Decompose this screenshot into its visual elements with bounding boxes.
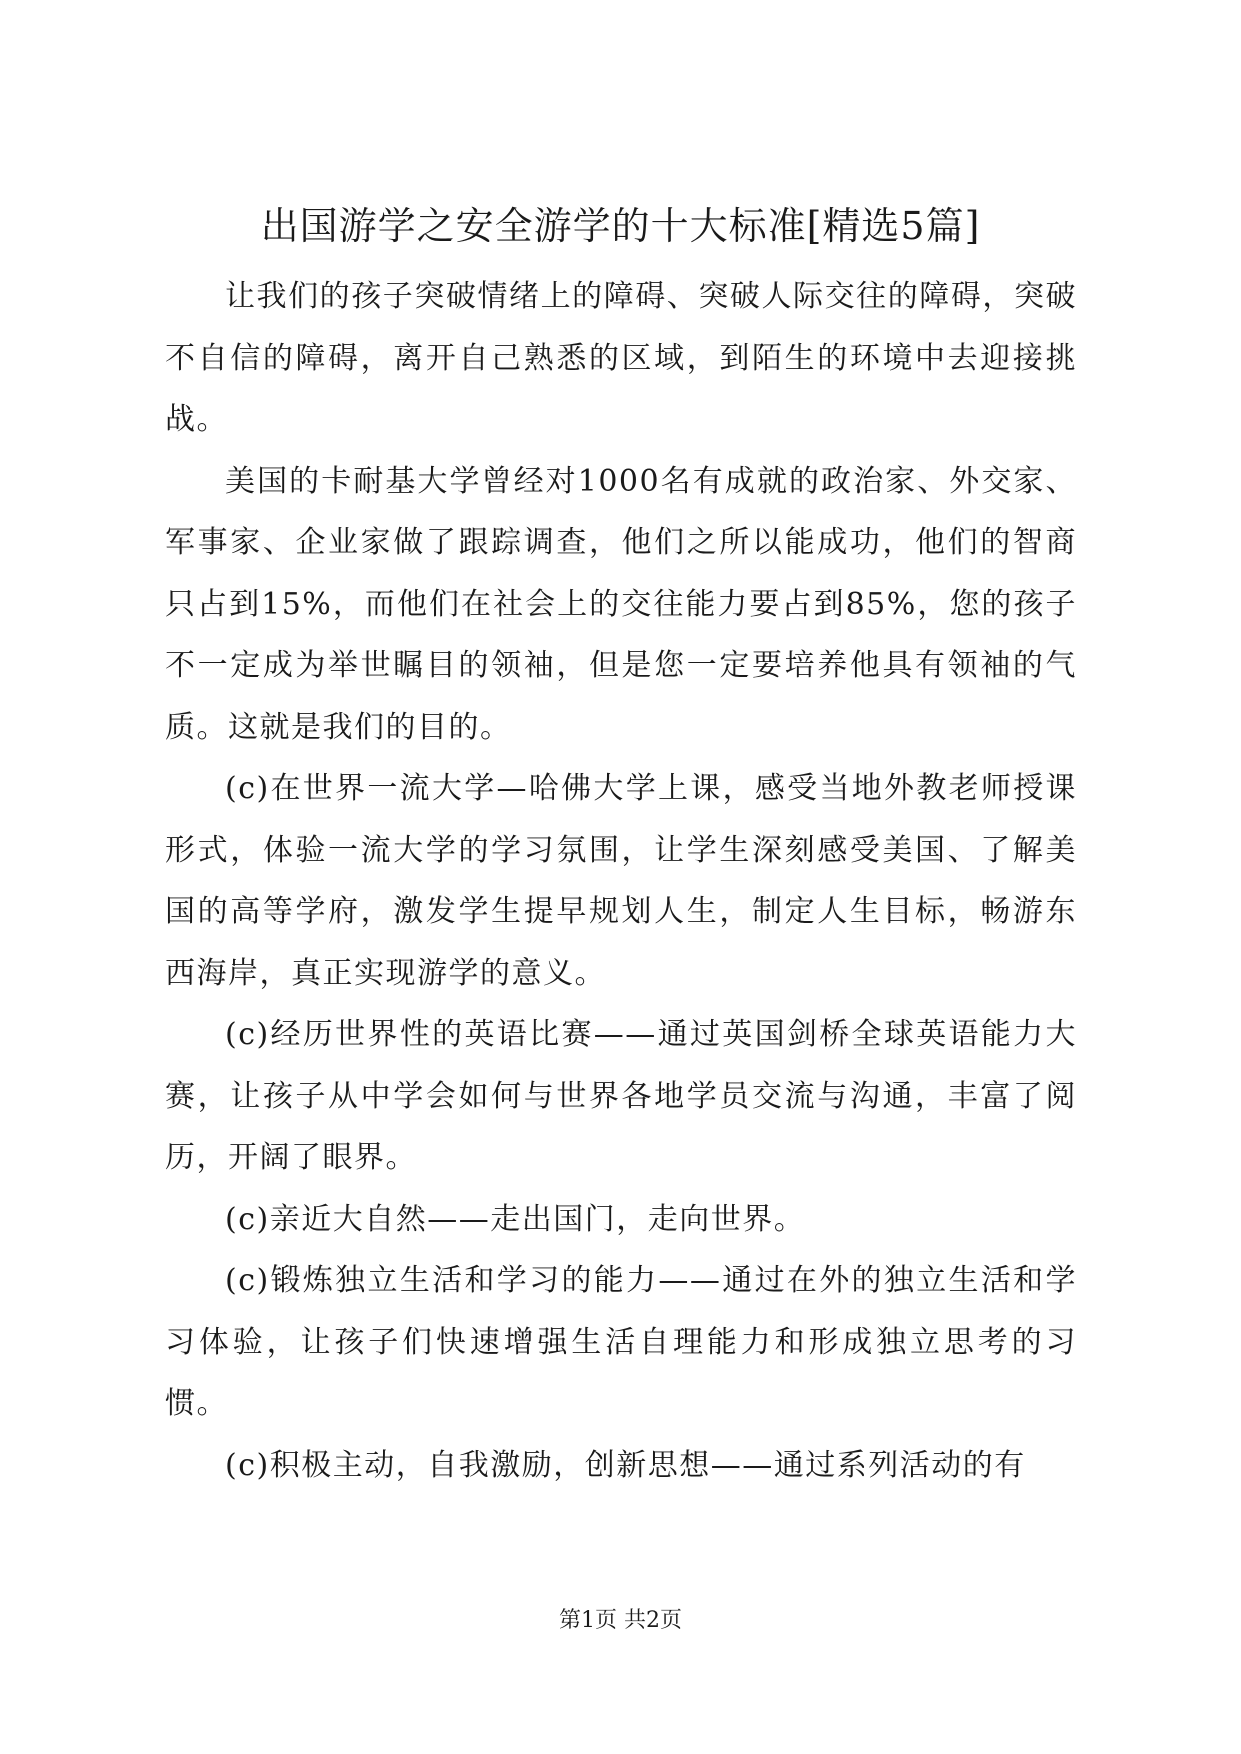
paragraph: (c)锻炼独立生活和学习的能力——通过在外的独立生活和学习体验，让孩子们快速增强生活自理能力和形成独立思考的习惯。 [165,1263,1077,1421]
paragraph: 让我们的孩子突破情绪上的障碍、突破人际交往的障碍，突破不自信的障碍，离开自己熟悉的区域，到陌生的环境中去迎接挑战。 [165,279,1077,437]
document-body [165,266,1077,1496]
paragraph: (c)在世界一流大学—哈佛大学上课，感受当地外教老师授课形式，体验一流大学的学习氛围，让学生深刻感受美国、了解美国的高等学府，激发学生提早规划人生，制定人生目标，畅游东西海岸，真正实现游学的意义。 [165,771,1077,991]
document-title: 出国游学之安全游学的十大标准[精选5篇] [260,204,981,248]
paragraph: 美国的卡耐基大学曾经对1000名有成就的政治家、外交家、军事家、企业家做了跟踪调查，他们之所以能成功，他们的智商只占到15%，而他们在社会上的交往能力要占到85%，您的孩子不一定成为举世瞩目的领袖，但是您一定要培养他具有领袖的气质。这就是我们的目的。 [165,463,1077,745]
paragraph: (c)亲近大自然——走出国门，走向世界。 [225,1201,806,1237]
paragraph: (c)经历世界性的英语比赛——通过英国剑桥全球英语能力大赛，让孩子从中学会如何与世界各地学员交流与沟通，丰富了阅历，开阔了眼界。 [165,1017,1077,1175]
paragraph: (c)积极主动，自我激励，创新思想——通过系列活动的有 [225,1447,1026,1483]
page-number-footer: 第1页 共2页 [559,1608,682,1633]
